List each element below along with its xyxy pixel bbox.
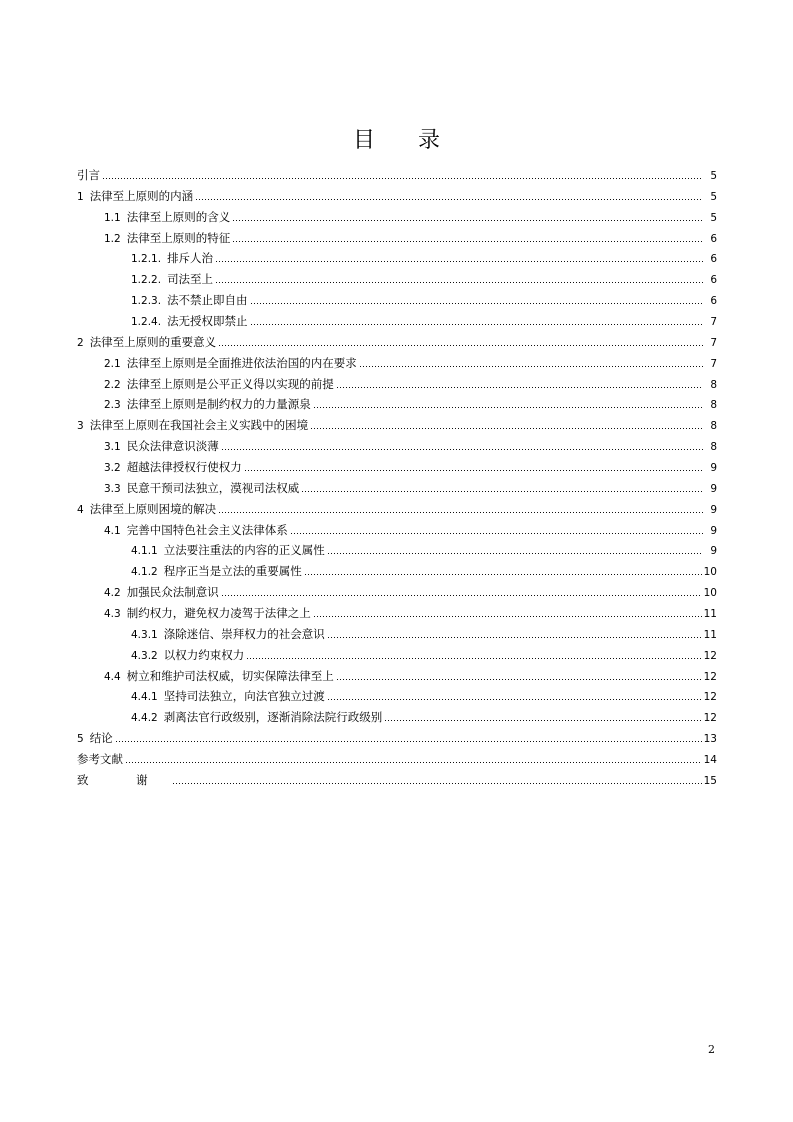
toc-entry-title: 超越法律授权行使权力 xyxy=(126,460,242,475)
toc-leader-dots xyxy=(336,679,702,680)
toc-entry-title: 法律至上原则的含义 xyxy=(126,209,231,224)
toc-leader-dots xyxy=(221,449,703,450)
toc-entry-page: 6 xyxy=(710,253,717,266)
toc-entry-title: 涤除迷信、崇拜权力的社会意识 xyxy=(163,626,325,641)
toc-entry-page: 7 xyxy=(710,316,717,329)
toc-entry-number: 3.1 xyxy=(104,441,121,454)
toc-entry-page: 10 xyxy=(703,587,717,600)
toc-entry-title: 树立和维护司法权威，切实保障法律至上 xyxy=(126,668,334,683)
toc-entry[interactable] xyxy=(77,207,717,228)
toc-entry-number: 1.1 xyxy=(104,211,121,224)
toc-entry-number: 5 xyxy=(77,733,84,746)
toc-entry-page: 9 xyxy=(710,545,717,558)
toc-entry-number: 4.3.2 xyxy=(131,649,158,662)
toc-entry-page: 8 xyxy=(710,441,717,454)
toc-entry[interactable] xyxy=(77,248,717,269)
toc-entry-title: 排斥人治 xyxy=(167,251,214,266)
toc-entry-number: 2.2 xyxy=(104,378,121,391)
toc-entry-page: 6 xyxy=(710,274,717,287)
toc-leader-dots xyxy=(172,783,702,784)
toc-entry-title: 致 谢 xyxy=(77,772,170,787)
toc-entry-number: 3.3 xyxy=(104,482,121,495)
toc-entry-title: 法律至上原则的内涵 xyxy=(89,188,194,203)
toc-entry-title: 司法至上 xyxy=(167,272,214,287)
toc-entry[interactable] xyxy=(77,666,717,687)
toc-entry-page: 5 xyxy=(710,211,717,224)
toc-entry-title: 法律至上原则的重要意义 xyxy=(89,334,217,349)
toc-entry[interactable] xyxy=(77,269,717,290)
toc-entry-title: 法律至上原则是公平正义得以实现的前提 xyxy=(126,376,334,391)
toc-entry-title: 参考文献 xyxy=(77,752,123,767)
toc-entry-title: 法不禁止即自由 xyxy=(167,293,248,308)
toc-entry-title: 民众法律意识淡薄 xyxy=(126,439,219,454)
toc-entry-number: 4.2 xyxy=(104,587,121,600)
toc-entry[interactable] xyxy=(77,374,717,395)
toc-entry-number: 1 xyxy=(77,190,84,203)
toc-entry-number: 3 xyxy=(77,420,84,433)
toc-entry-page: 8 xyxy=(710,420,717,433)
toc-entry-page: 13 xyxy=(703,733,717,746)
toc-entry-page: 8 xyxy=(710,378,717,391)
toc-leader-dots xyxy=(215,261,703,262)
toc-entry-page: 10 xyxy=(703,566,717,579)
toc-entry[interactable] xyxy=(77,770,717,791)
toc-entry-number: 4.4 xyxy=(104,670,121,683)
toc-entry-number: 4.1 xyxy=(104,524,121,537)
toc-entry-title: 引言 xyxy=(77,168,100,182)
toc-entry[interactable] xyxy=(77,394,717,415)
toc-entry[interactable] xyxy=(77,311,717,332)
toc-entry-number: 1.2.4. xyxy=(131,316,162,329)
toc-entry[interactable] xyxy=(77,728,717,749)
toc-entry-title: 剥离法官行政级别，逐渐消除法院行政级别 xyxy=(163,710,383,725)
toc-entry-page: 9 xyxy=(710,462,717,475)
toc-entry[interactable] xyxy=(77,436,717,457)
toc-leader-dots xyxy=(221,595,702,596)
toc-entry-number: 2 xyxy=(77,336,84,349)
toc-leader-dots xyxy=(244,470,703,471)
toc-entry[interactable] xyxy=(77,332,717,353)
toc-leader-dots xyxy=(246,658,701,659)
toc-entry[interactable] xyxy=(77,645,717,666)
toc-entry[interactable] xyxy=(77,540,717,561)
toc-entry-number: 2.3 xyxy=(104,399,121,412)
toc-entry-title: 结论 xyxy=(89,731,113,746)
toc-entry[interactable] xyxy=(77,561,717,582)
toc-entry-page: 9 xyxy=(710,503,717,516)
toc-entry[interactable] xyxy=(77,686,717,707)
toc-leader-dots xyxy=(290,533,703,534)
toc-entry-page: 11 xyxy=(703,608,717,621)
toc-leader-dots xyxy=(313,407,703,408)
toc-leader-dots xyxy=(250,303,703,304)
toc-leader-dots xyxy=(336,387,703,388)
toc-entry-page: 11 xyxy=(703,628,717,641)
toc-entry-page: 8 xyxy=(710,399,717,412)
toc-entry-number: 4.4.1 xyxy=(131,691,158,704)
toc-leader-dots xyxy=(310,428,703,429)
toc-leader-dots xyxy=(218,512,703,513)
toc-leader-dots xyxy=(215,282,703,283)
toc-entry-title: 法律至上原则是全面推进依法治国的内在要求 xyxy=(126,355,357,370)
toc-leader-dots xyxy=(102,178,703,179)
toc-entry-page: 9 xyxy=(710,524,717,537)
toc-entry-title: 完善中国特色社会主义法律体系 xyxy=(126,522,288,537)
toc-entry[interactable] xyxy=(77,290,717,311)
toc-entry-page: 12 xyxy=(703,670,717,683)
toc-leader-dots xyxy=(301,491,703,492)
toc-entry-page: 7 xyxy=(710,357,717,370)
toc-leader-dots xyxy=(115,741,702,742)
page-number: 2 xyxy=(708,1043,715,1056)
toc-entry-title: 立法要注重法的内容的正义属性 xyxy=(163,543,325,558)
toc-entry[interactable] xyxy=(77,165,717,186)
toc-leader-dots xyxy=(359,366,703,367)
toc-leader-dots xyxy=(218,345,703,346)
toc-entry-title: 制约权力，避免权力凌驾于法律之上 xyxy=(126,606,311,621)
toc-entry[interactable] xyxy=(77,353,717,374)
toc-entry[interactable] xyxy=(77,624,717,645)
toc-entry-number: 1.2.3. xyxy=(131,295,162,308)
toc-leader-dots xyxy=(327,699,702,700)
toc-entry-title: 法律至上原则困境的解决 xyxy=(89,501,217,516)
toc-entry[interactable] xyxy=(77,478,717,499)
toc-leader-dots xyxy=(327,553,703,554)
toc-entry-number: 1.2.1. xyxy=(131,253,162,266)
toc-entry[interactable] xyxy=(77,186,717,207)
toc-leader-dots xyxy=(125,762,702,763)
toc-entry-page: 15 xyxy=(703,774,717,787)
toc-entry-title: 加强民众法制意识 xyxy=(126,585,219,600)
toc-entry[interactable] xyxy=(77,499,717,520)
toc-entry-page: 12 xyxy=(703,712,717,725)
toc-entry[interactable] xyxy=(77,228,717,249)
toc-entry-number: 1.2 xyxy=(104,232,121,245)
toc-leader-dots xyxy=(195,199,703,200)
toc-entry[interactable] xyxy=(77,415,717,436)
toc-entry[interactable] xyxy=(77,520,717,541)
toc-entry-title: 以权力约束权力 xyxy=(163,647,245,662)
toc-entry-title: 法无授权即禁止 xyxy=(167,314,248,329)
toc-leader-dots xyxy=(232,241,703,242)
page-title: 目 录 xyxy=(353,127,458,153)
toc-entry-number: 2.1 xyxy=(104,357,121,370)
toc-entry[interactable] xyxy=(77,707,717,728)
toc-entry-page: 5 xyxy=(710,190,717,203)
toc-entry-number: 3.2 xyxy=(104,462,121,475)
toc-leader-dots xyxy=(232,220,703,221)
toc-entry-number: 4.3.1 xyxy=(131,628,158,641)
toc-entry-number: 4.4.2 xyxy=(131,712,158,725)
toc-entry-title: 法律至上原则在我国社会主义实践中的困境 xyxy=(89,418,309,433)
toc-entry-page: 5 xyxy=(710,170,717,182)
toc-entry-page: 12 xyxy=(703,649,717,662)
toc-entry[interactable] xyxy=(77,457,717,478)
toc-entry[interactable] xyxy=(77,582,717,603)
toc-entry-page: 6 xyxy=(710,232,717,245)
toc-entry-title: 法律至上原则是制约权力的力量源泉 xyxy=(126,397,311,412)
toc-leader-dots xyxy=(384,720,701,721)
toc-leader-dots xyxy=(304,574,702,575)
toc-entry-page: 7 xyxy=(710,336,717,349)
toc-entry-page: 12 xyxy=(703,691,717,704)
toc-entry-title: 坚持司法独立，向法官独立过渡 xyxy=(163,689,325,704)
toc-leader-dots xyxy=(250,324,703,325)
toc-entry-number: 1.2.2. xyxy=(131,274,162,287)
toc-entry-title: 法律至上原则的特征 xyxy=(126,230,231,245)
toc-entry-number: 4.1.1 xyxy=(131,545,158,558)
toc-entry-page: 14 xyxy=(703,754,717,767)
toc-leader-dots xyxy=(313,616,702,617)
toc-entry[interactable] xyxy=(77,749,717,770)
toc-entry-title: 民意干预司法独立，漠视司法权威 xyxy=(126,480,300,495)
toc-entry-number: 4.1.2 xyxy=(131,566,158,579)
toc-entry[interactable] xyxy=(77,603,717,624)
toc-entry-page: 6 xyxy=(710,295,717,308)
toc-entry-title: 程序正当是立法的重要属性 xyxy=(163,564,302,579)
toc-entry-number: 4.3 xyxy=(104,608,121,621)
toc-entry-number: 4 xyxy=(77,503,84,516)
toc-entry-page: 9 xyxy=(710,482,717,495)
table-of-contents xyxy=(77,165,717,791)
toc-leader-dots xyxy=(327,637,702,638)
